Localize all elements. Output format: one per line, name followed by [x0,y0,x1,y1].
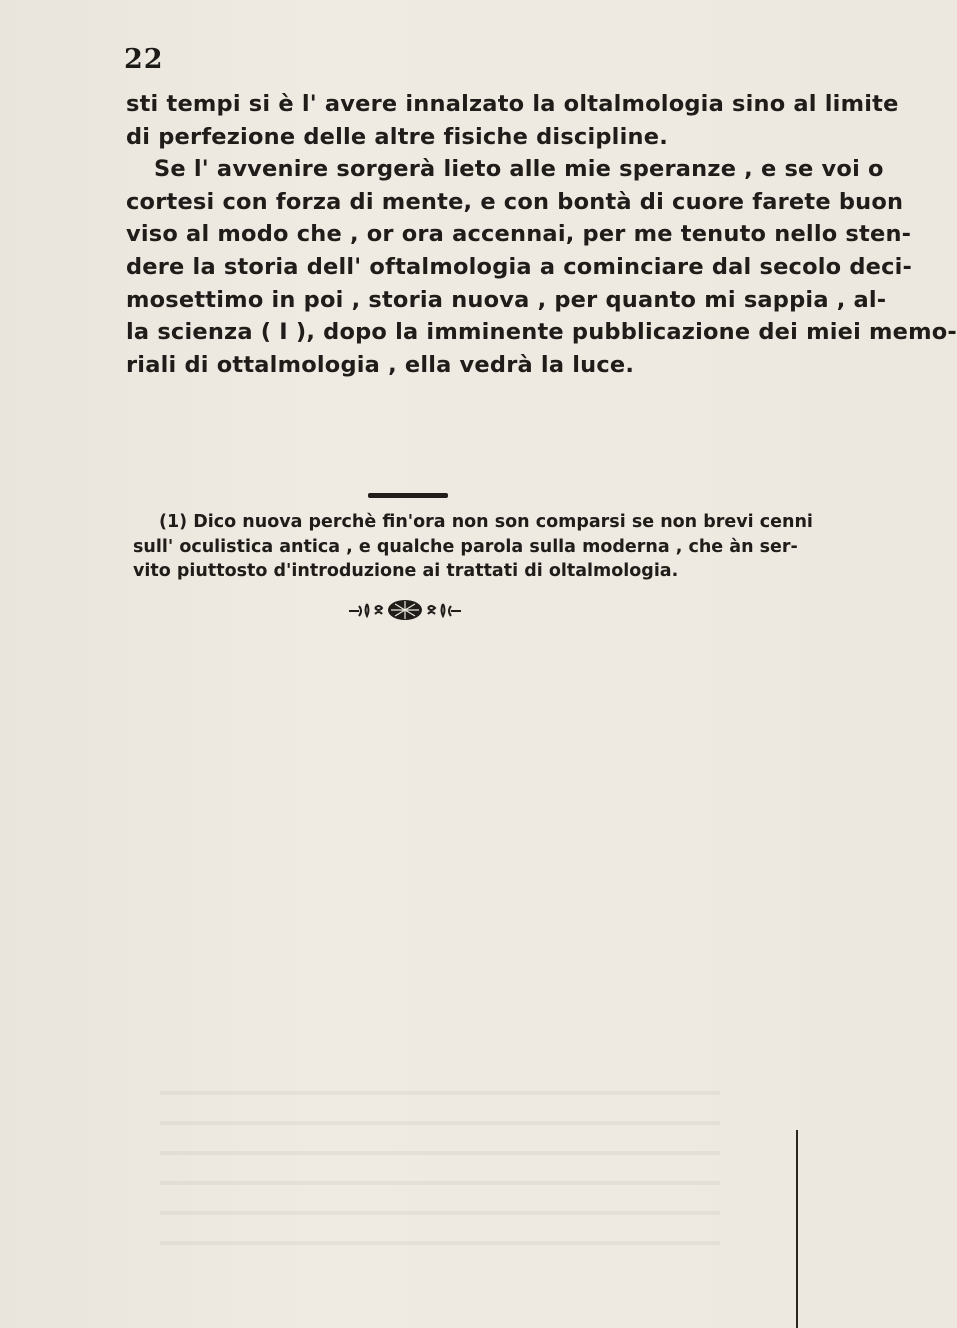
page-edge [796,1130,798,1328]
body-paragraph [126,88,957,381]
body-line: di perfezione delle altre fisiche discipline. [126,123,668,150]
page-number: 22 [124,44,164,75]
body-line: sti tempi si è l' avere innalzato la oltalmologia sino al limite [126,91,899,117]
decorative-ornament-icon [345,598,465,622]
body-line: cortesi con forza di mente, e con bontà di cuore farete buon [126,188,904,215]
footnote [133,510,813,584]
footnote-line: sull' oculistica antica , e qualche parola sulla moderna , che àn ser- [133,536,798,557]
body-line: Se l' avvenire sorgerà lieto alle mie speranze , e se voi o [154,156,884,183]
body-line: viso al modo che , or ora accennai, per me tenuto nello sten- [126,221,912,248]
body-line: la scienza ( I ), dopo la imminente pubblicazione dei miei memo- [126,319,957,346]
body-line: riali di ottalmologia , ella vedrà la luce. [126,351,635,378]
footnote-line: vito piuttosto d'introduzione ai trattati di oltalmologia. [133,561,679,581]
footnote-separator [368,493,448,498]
body-line: dere la storia dell' oftalmologia a cominciare dal secolo deci- [126,253,913,280]
body-line: mosettimo in poi , storia nuova , per quanto mi sappia , al- [126,286,887,313]
footnote-line: (1) Dico nuova perchè fin'ora non son comparsi se non brevi cenni [159,512,813,532]
bleed-through-shadow [160,1065,720,1245]
